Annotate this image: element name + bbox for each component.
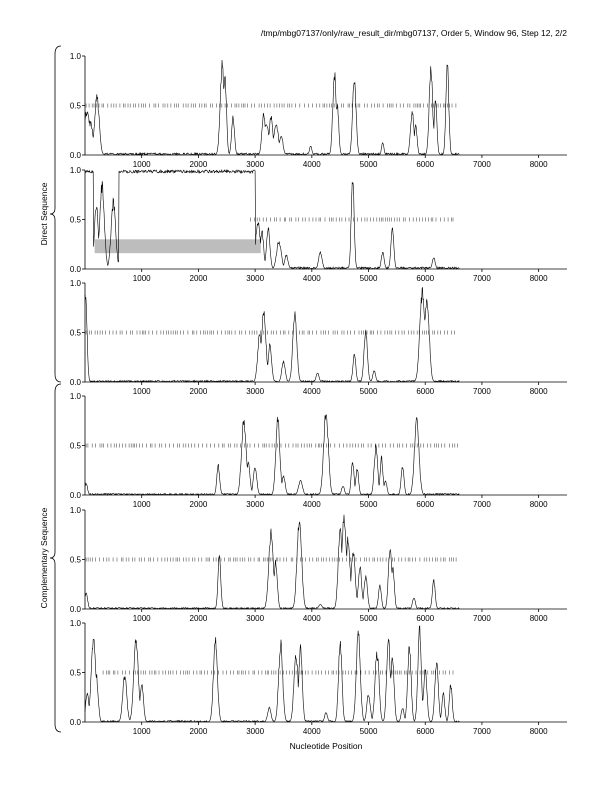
x-tick-label: 7000: [473, 614, 491, 623]
x-tick-label: 7000: [473, 160, 491, 169]
y-tick-label: 0.0: [69, 378, 81, 387]
highlight-band: [95, 239, 261, 253]
x-tick-label: 6000: [416, 274, 435, 283]
x-tick-label: 6000: [416, 614, 435, 623]
panel-5: [70, 506, 567, 623]
y-tick-label: 0.0: [69, 491, 81, 500]
y-tick-label: 0.5: [69, 555, 81, 565]
x-tick-label: 1000: [132, 500, 151, 509]
y-tick-label: 0.5: [69, 101, 81, 111]
score-line: [85, 170, 459, 269]
panels: [70, 52, 567, 736]
y-tick-label: 0.5: [69, 441, 81, 451]
x-tick-label: 4000: [302, 500, 321, 509]
x-tick-label: 1000: [132, 274, 151, 283]
x-tick-label: 2000: [189, 387, 208, 396]
panel-6: [70, 619, 567, 736]
x-tick-label: 1000: [132, 160, 151, 169]
x-tick-label: 5000: [359, 274, 378, 283]
x-tick-label: 4000: [302, 727, 321, 736]
group-label: Direct Sequence: [39, 182, 49, 246]
x-tick-label: 7000: [473, 387, 491, 396]
y-tick-label: 1.0: [69, 392, 81, 401]
x-tick-label: 3000: [246, 160, 265, 169]
direct-sequence-group: [39, 46, 61, 382]
x-tick-label: 8000: [529, 387, 548, 396]
x-tick-label: 5000: [359, 387, 378, 396]
score-line: [85, 287, 459, 382]
x-tick-label: 6000: [416, 387, 435, 396]
x-tick-label: 3000: [246, 614, 265, 623]
x-tick-label: 1000: [132, 727, 151, 736]
y-tick-label: 1.0: [69, 166, 81, 175]
y-tick-label: 1.0: [69, 506, 81, 515]
panel-1: [70, 52, 567, 169]
x-tick-label: 8000: [529, 274, 548, 283]
score-line: [85, 515, 459, 609]
x-tick-label: 8000: [529, 500, 548, 509]
y-tick-label: 1.0: [69, 619, 81, 628]
x-tick-label: 4000: [302, 387, 321, 396]
y-tick-label: 0.5: [69, 328, 81, 338]
x-tick-label: 3000: [246, 274, 265, 283]
x-tick-label: 2000: [189, 727, 208, 736]
panel-3: [70, 279, 567, 396]
x-tick-label: 8000: [529, 614, 548, 623]
x-tick-label: 4000: [302, 274, 321, 283]
group-brace: [50, 384, 61, 732]
x-tick-label: 3000: [246, 727, 265, 736]
x-tick-label: 8000: [529, 727, 548, 736]
x-tick-label: 5000: [359, 614, 378, 623]
x-tick-label: 6000: [416, 727, 435, 736]
orf-markers: [103, 671, 453, 675]
group-label: Complementary Sequence: [39, 507, 49, 609]
x-tick-label: 1000: [132, 387, 151, 396]
orf-markers: [86, 104, 456, 108]
orf-markers: [86, 558, 456, 562]
x-tick-label: 5000: [359, 500, 378, 509]
x-tick-label: 1000: [132, 614, 151, 623]
orf-markers: [251, 218, 453, 222]
y-tick-label: 0.0: [69, 151, 81, 160]
score-line: [85, 415, 459, 495]
chart-title: /tmp/mbg07137/only/raw_result_dir/mbg07137, Order 5, Window 96, Step 12, 2/2: [260, 28, 567, 38]
x-tick-label: 3000: [246, 500, 265, 509]
orf-markers: [86, 331, 454, 335]
x-tick-label: 5000: [359, 727, 378, 736]
group-brace: [50, 46, 61, 382]
x-tick-label: 2000: [189, 274, 208, 283]
panel-2: [70, 166, 567, 283]
y-tick-label: 0.0: [69, 718, 81, 727]
x-tick-label: 7000: [473, 274, 491, 283]
x-axis-label: Nucleotide Position: [289, 741, 363, 751]
x-tick-label: 5000: [359, 160, 378, 169]
x-tick-label: 4000: [302, 614, 321, 623]
x-tick-label: 3000: [246, 387, 265, 396]
y-tick-label: 0.5: [69, 668, 81, 678]
panel-4: [70, 392, 567, 509]
orf-markers: [86, 444, 458, 448]
x-tick-label: 7000: [473, 727, 491, 736]
y-tick-label: 0.0: [69, 605, 81, 614]
y-tick-label: 0.0: [69, 265, 81, 274]
x-tick-label: 4000: [302, 160, 321, 169]
y-tick-label: 0.5: [69, 215, 81, 225]
x-tick-label: 2000: [189, 160, 208, 169]
x-tick-label: 2000: [189, 500, 208, 509]
x-tick-label: 7000: [473, 500, 491, 509]
x-tick-label: 6000: [416, 500, 435, 509]
complementary-sequence-group: [39, 384, 61, 732]
y-tick-label: 1.0: [69, 279, 81, 288]
score-line: [85, 60, 459, 155]
x-tick-label: 6000: [416, 160, 435, 169]
x-tick-label: 8000: [529, 160, 548, 169]
sequence-groups: [39, 46, 61, 732]
y-tick-label: 1.0: [69, 52, 81, 61]
x-tick-label: 2000: [189, 614, 208, 623]
